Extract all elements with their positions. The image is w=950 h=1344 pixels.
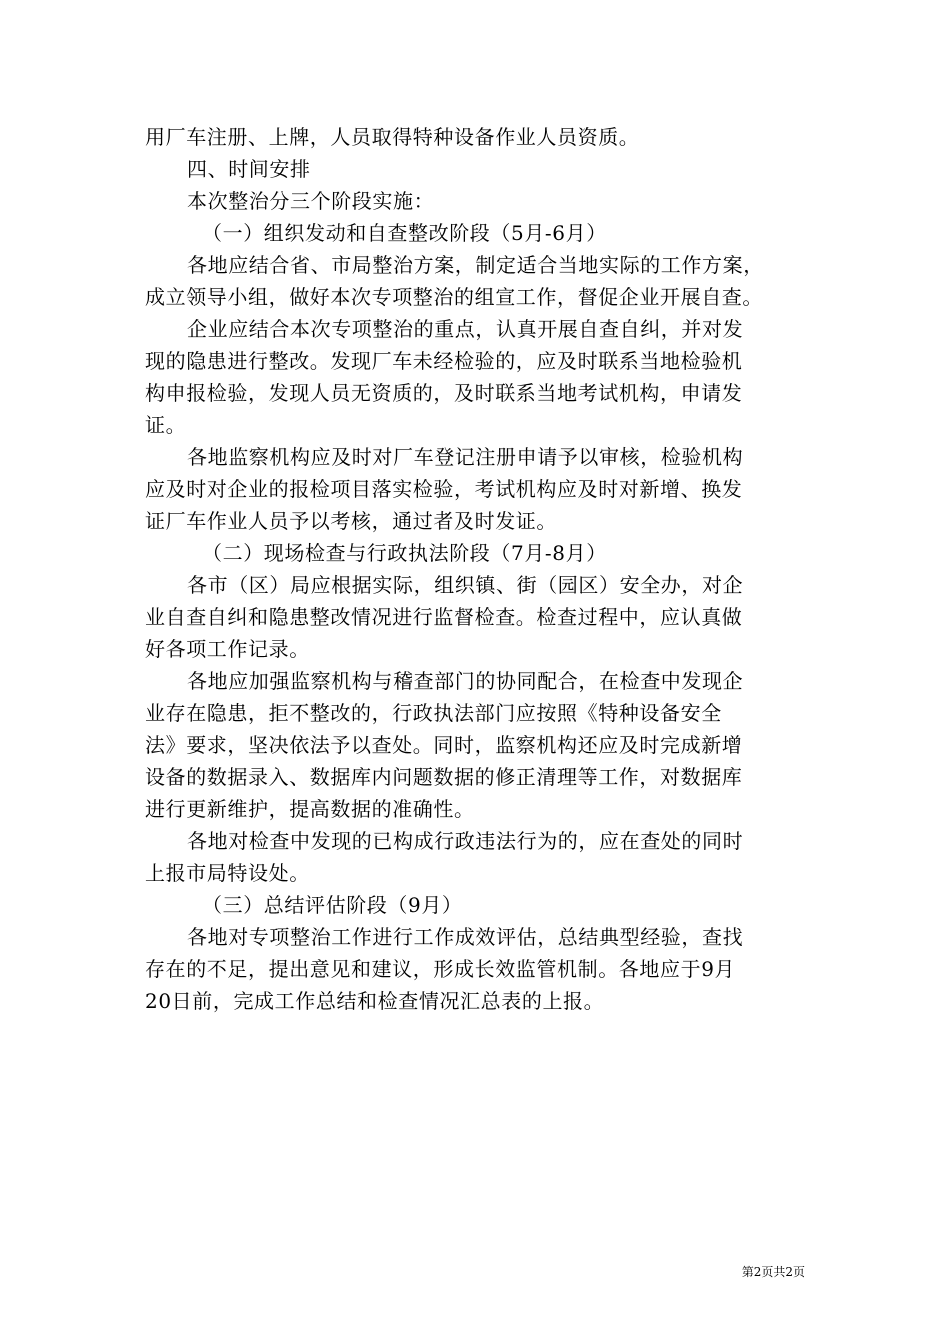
text-line: 证厂车作业人员予以考核，通过者及时发证。 (145, 509, 557, 533)
text-line: 各地对专项整治工作进行工作成效评估，总结典型经验，查找 (187, 925, 744, 949)
text-line: 各地应结合省、市局整治方案，制定适合当地实际的工作方案， (187, 253, 764, 277)
text-line: 存在的不足，提出意见和建议，形成长效监管机制。各地应于9月 (145, 957, 736, 981)
text-line: 应及时对企业的报检项目落实检验，考试机构应及时对新增、换发 (145, 477, 743, 501)
document-body (145, 121, 845, 1017)
text-line: 各地应加强监察机构与稽查部门的协同配合，在检查中发现企 (187, 669, 744, 693)
text-line: 好各项工作记录。 (145, 637, 310, 661)
text-line: 企业应结合本次专项整治的重点，认真开展自查自纠，并对发 (187, 317, 744, 341)
text-line: 构申报检验，发现人员无资质的，及时联系当地考试机构，申请发 (145, 381, 743, 405)
text-line: 法》要求，坚决依法予以查处。同时，监察机构还应及时完成新增 (145, 733, 743, 757)
page-footer: 第2页共2页 (741, 1265, 805, 1279)
text-line: 业存在隐患，拒不整改的，行政执法部门应按照《特种设备安全 (145, 701, 722, 725)
section-heading: （三）总结评估阶段（9月） (202, 893, 463, 917)
text-line: 成立领导小组，做好本次专项整治的组宣工作，督促企业开展自查。 (145, 285, 763, 309)
text-line: 本次整治分三个阶段实施： (187, 189, 435, 213)
section-heading: （二）现场检查与行政执法阶段（7月-8月） (202, 541, 607, 565)
section-heading: （一）组织发动和自查整改阶段（5月-6月） (202, 221, 607, 245)
text-line: 证。 (145, 413, 187, 437)
text-line: 20日前，完成工作总结和检查情况汇总表的上报。 (145, 989, 605, 1013)
text-line: 现的隐患进行整改。发现厂车未经检验的，应及时联系当地检验机 (145, 349, 743, 373)
text-line: 进行更新维护，提高数据的准确性。 (145, 797, 475, 821)
text-line: 设备的数据录入、数据库内问题数据的修正清理等工作，对数据库 (145, 765, 743, 789)
text-line: 用厂车注册、上牌，人员取得特种设备作业人员资质。 (145, 125, 640, 149)
text-line: 各地监察机构应及时对厂车登记注册申请予以审核，检验机构 (187, 445, 744, 469)
text-line: 上报市局特设处。 (145, 861, 310, 885)
text-line: 四、时间安排 (187, 157, 311, 181)
text-line: 各市（区）局应根据实际，组织镇、街（园区）安全办，对企 (187, 573, 744, 597)
text-line: 各地对检查中发现的已构成行政违法行为的，应在查处的同时 (187, 829, 744, 853)
text-line: 业自查自纠和隐患整改情况进行监督检查。检查过程中，应认真做 (145, 605, 743, 629)
